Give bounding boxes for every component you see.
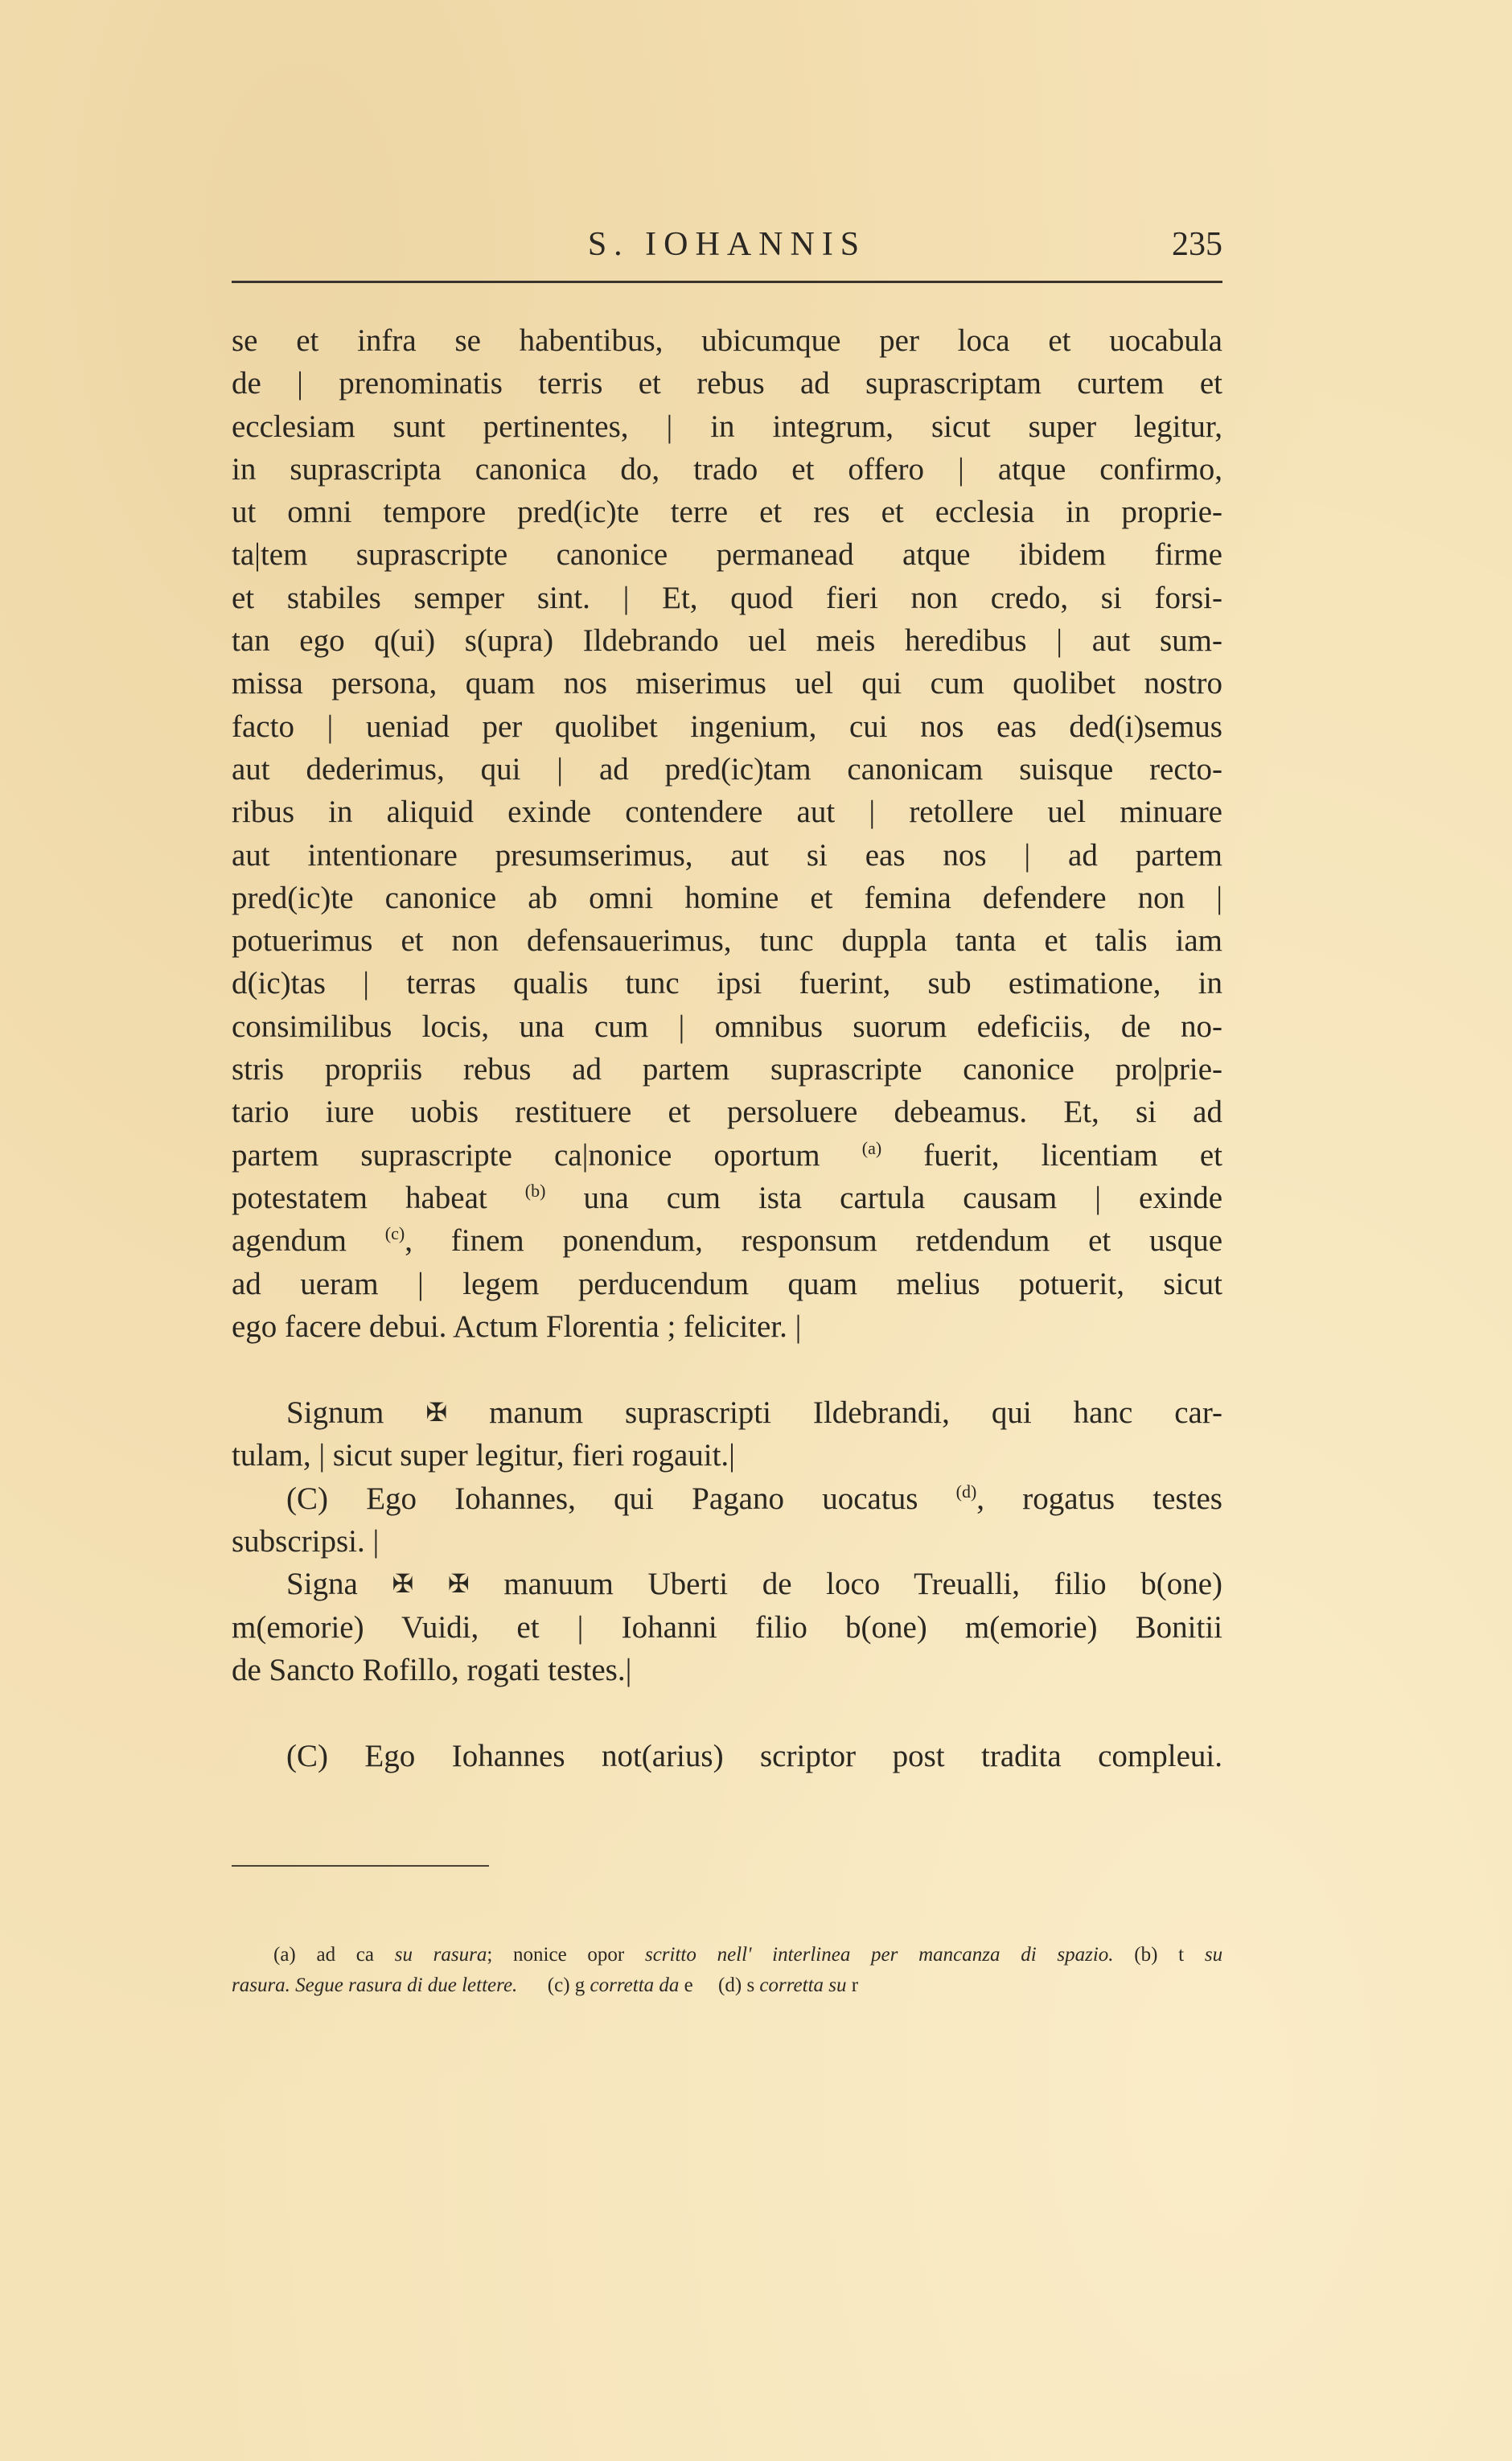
page-number: 235 xyxy=(1172,226,1222,263)
cross-fleury-icon: ✠ xyxy=(425,1398,448,1428)
subscription-witnesses xyxy=(232,1563,1222,1605)
text-line: consimilibus locis, una cum | omnibus suorum edeficiis, de no- xyxy=(232,1009,1222,1044)
footnote-text: g xyxy=(574,1974,585,1996)
text-segment: Signa xyxy=(286,1567,358,1602)
text-line: ribus in aliquid exinde contendere aut | retollere uel minuare xyxy=(232,795,1222,830)
text-line: aut intentionare presumserimus, aut si eas nos | ad partem xyxy=(232,837,1222,873)
footnote-ref-a[interactable]: (a) xyxy=(861,1137,882,1158)
text-segment: manuum Uberti de loco Treualli, filio b(one) xyxy=(503,1567,1223,1602)
text-line xyxy=(232,1219,1222,1262)
cross-fleury-icon: ✠ xyxy=(392,1569,414,1599)
footnote-text: ; nonice opor xyxy=(487,1944,625,1966)
footnote-ref-d[interactable]: (d) xyxy=(955,1481,977,1502)
text-segment: fuerit, licentiam et xyxy=(881,1137,1222,1173)
footnote-label-a: (a) xyxy=(273,1944,296,1966)
text-segment: manum suprascripti Ildebrandi, qui hanc car- xyxy=(489,1395,1223,1431)
text-segment: Signum xyxy=(286,1395,384,1431)
footnote-rule xyxy=(232,1865,489,1867)
text-segment: , rogatus testes xyxy=(976,1481,1222,1516)
text-segment: una cum ista cartula causam | exinde xyxy=(545,1180,1223,1215)
text-segment: (C) Ego Iohannes, qui Pagano uocatus xyxy=(286,1481,918,1516)
footnote-italic: corretta su xyxy=(759,1974,847,1996)
paragraph-gap xyxy=(232,1691,1222,1735)
paragraph-gap xyxy=(232,1348,1222,1391)
footnote-italic: scritto nell' interlinea per mancanza di spazio. xyxy=(644,1944,1114,1966)
subscription-iohannes-witness xyxy=(232,1477,1222,1520)
text-line: aut dederimus, qui | ad pred(ic)tam canonicam suisque recto- xyxy=(232,751,1222,787)
text-line: d(ic)tas | terras qualis tunc ipsi fuerint, sub estimatione, in xyxy=(232,966,1222,1001)
text-line: ta|tem suprascripte canonice permanead atque ibidem firme xyxy=(232,537,1222,573)
text-line: tulam, | sicut super legitur, fieri rogauit.| xyxy=(232,1438,735,1473)
cross-fleury-icon: ✠ xyxy=(447,1569,470,1599)
footnote-ref-b[interactable]: (b) xyxy=(524,1180,546,1201)
text-segment: agendum xyxy=(232,1223,347,1259)
text-line: ecclesiam sunt pertinentes, | in integrum, sicut super legitur, xyxy=(232,409,1222,444)
footnote-italic: su xyxy=(1204,1944,1223,1966)
footnotes xyxy=(232,1940,1222,2001)
text-line: tario iure uobis restituere et persoluere debeamus. Et, si ad xyxy=(232,1095,1222,1130)
text-line: ad ueram | legem perducendum quam melius potuerit, sicut xyxy=(232,1266,1222,1301)
text-line: de Sancto Rofillo, rogati testes.| xyxy=(232,1652,632,1687)
running-title: S. IOHANNIS xyxy=(587,226,867,263)
text-line: et stabiles semper sint. | Et, quod fieri non credo, si forsi- xyxy=(232,580,1222,615)
text-line: tan ego q(ui) s(upra) Ildebrando uel meis heredibus | aut sum- xyxy=(232,623,1222,659)
footnote-label-b: (b) xyxy=(1134,1944,1158,1966)
charter-text xyxy=(232,319,1222,1778)
text-line xyxy=(232,1177,1222,1219)
footnote-ref-c[interactable]: (c) xyxy=(384,1223,405,1244)
text-line xyxy=(232,1134,1222,1177)
footnote-line xyxy=(232,1940,1222,1970)
running-head xyxy=(232,225,1222,273)
text-line: se et infra se habentibus, ubicumque per loca et uocabula xyxy=(232,323,1222,358)
text-line: pred(ic)te canonice ab omni homine et femina defendere non | xyxy=(232,880,1222,915)
text-segment: partem suprascripte ca|nonice oportum xyxy=(232,1137,820,1173)
subscription-ildebrandi xyxy=(232,1391,1222,1434)
text-line: ego facere debui. Actum Florentia ; feliciter. | xyxy=(232,1309,802,1344)
footnote-text: s xyxy=(746,1974,755,1996)
footnote-label-d: (d) xyxy=(718,1974,742,1996)
footnote-label-c: (c) xyxy=(547,1974,570,1996)
footnote-text: r xyxy=(851,1974,859,1996)
text-line: facto | ueniad per quolibet ingenium, cui nos eas ded(i)semus xyxy=(232,709,1222,744)
footnote-italic: corretta da xyxy=(590,1974,680,1996)
footnote-italic: rasura. Segue rasura di due lettere. xyxy=(232,1974,518,1996)
text-line: potuerimus et non defensauerimus, tunc duppla tanta et talis iam xyxy=(232,923,1222,959)
footnote-text: t xyxy=(1178,1944,1185,1966)
text-line: stris propriis rebus ad partem suprascripte canonice pro|prie- xyxy=(232,1052,1222,1087)
footnote-line xyxy=(232,1970,1222,2001)
text-line: missa persona, quam nos miserimus uel qui cum quolibet nostro xyxy=(232,666,1222,701)
text-line: subscripsi. | xyxy=(232,1524,380,1559)
text-line: m(emorie) Vuidi, et | Iohanni filio b(one) m(emorie) Bonitii xyxy=(232,1609,1222,1645)
text-segment: , finem ponendum, responsum retdendum et usque xyxy=(405,1223,1223,1259)
header-rule xyxy=(232,281,1222,283)
text-line: ut omni tempore pred(ic)te terre et res et ecclesia in proprie- xyxy=(232,495,1222,530)
footnote-italic: su rasura xyxy=(394,1944,487,1966)
text-segment: potestatem habeat xyxy=(232,1180,487,1215)
footnote-text: ad ca xyxy=(316,1944,374,1966)
text-line: in suprascripta canonica do, trado et offero | atque confirmo, xyxy=(232,451,1222,487)
footnote-text: e xyxy=(684,1974,693,1996)
notary-subscription: (C) Ego Iohannes not(arius) scriptor post tradita compleui. xyxy=(286,1739,1222,1774)
text-line: de | prenominatis terris et rebus ad suprascriptam curtem et xyxy=(232,366,1222,401)
